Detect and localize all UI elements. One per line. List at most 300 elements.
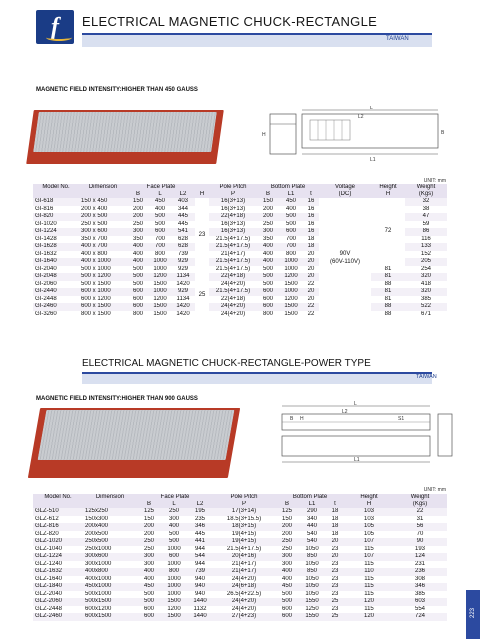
cell-model: GLZ-1640	[33, 576, 83, 584]
cell-dimension: 400x800	[83, 568, 137, 576]
cell-weight: 86	[405, 228, 447, 236]
cell-bottom-b: 600	[275, 613, 299, 621]
cell-bottom-b: 150	[275, 516, 299, 524]
cell-face-b: 250	[137, 546, 161, 554]
cell-pole: 22(4+18)	[209, 213, 257, 221]
cell-face-l2: 944	[187, 561, 213, 569]
cell-face-l: 1000	[161, 576, 187, 584]
cell-bottom-t: 25	[325, 598, 345, 606]
cell-model: GI-2048	[33, 273, 79, 281]
cell-dimension: 200 x 400	[79, 206, 127, 214]
cell-face-b: 125	[137, 508, 161, 516]
cell-dimension: 500 x 1200	[79, 273, 127, 281]
cell-dimension: 500 x 1000	[79, 266, 127, 274]
cell-bottom-l1: 1550	[299, 598, 325, 606]
cell-face-b: 300	[127, 228, 149, 236]
cell-face-b: 200	[137, 523, 161, 531]
cell-face-l: 300	[161, 516, 187, 524]
cell-weight: 320	[405, 288, 447, 296]
cell-weight: 346	[393, 583, 447, 591]
cell-bottom-t: 22	[303, 303, 319, 311]
cell-model: GI-2460	[33, 303, 79, 311]
diagram2-label-L1: L1	[354, 457, 360, 463]
table-row	[33, 311, 447, 319]
col-face-plate: Face Plate	[127, 184, 195, 191]
col-dimension: Dimension	[79, 184, 127, 191]
cell-face-b: 500	[127, 266, 149, 274]
cell-bottom-t: 18	[325, 531, 345, 539]
cell-face-l2: 1420	[171, 311, 195, 319]
cell-weight: 90	[393, 538, 447, 546]
sub-h: H	[195, 191, 209, 198]
cell-face-l: 500	[161, 531, 187, 539]
section2-diagram	[262, 400, 458, 466]
table-row	[33, 538, 447, 546]
table-row	[33, 576, 447, 584]
cell-h-merged: 23	[195, 198, 209, 273]
cell-face-l2: 628	[171, 236, 195, 244]
cell-bottom-t: 23	[325, 576, 345, 584]
cell-pole: 20(4+16)	[213, 553, 275, 561]
cell-bottom-l1: 1250	[299, 606, 325, 614]
cell-dimension: 400 x 800	[79, 251, 127, 259]
cell-face-l: 1200	[149, 273, 171, 281]
cell-face-b: 200	[127, 206, 149, 214]
cell-model: GI-618	[33, 198, 79, 206]
cell-face-l: 700	[149, 236, 171, 244]
cell-bottom-b: 125	[275, 508, 299, 516]
cell-face-l2: 739	[187, 568, 213, 576]
cell-bottom-t: 20	[303, 251, 319, 259]
cell-face-l: 1000	[149, 258, 171, 266]
cell-pole: 17(3+14)	[213, 508, 275, 516]
cell-face-l: 1000	[161, 583, 187, 591]
cell-model: GI-1628	[33, 243, 79, 251]
cell-dimension: 150 x 450	[79, 198, 127, 206]
cell-height: 110	[345, 568, 393, 576]
cell-face-l: 1500	[161, 598, 187, 606]
cell-bottom-b: 500	[275, 591, 299, 599]
cell-dimension: 400 x 1000	[79, 258, 127, 266]
table-row	[33, 198, 447, 206]
cell-face-l: 400	[161, 523, 187, 531]
cell-bottom-b: 200	[275, 523, 299, 531]
cell-face-b: 250	[127, 221, 149, 229]
cell-height: 81	[371, 288, 405, 296]
sub-bottom-l1: L1	[279, 191, 303, 198]
cell-dimension: 500 x 1500	[79, 281, 127, 289]
cell-weight: 205	[405, 258, 447, 266]
cell-bottom-l1: 600	[279, 228, 303, 236]
cell-model: GLZ-820	[33, 531, 83, 539]
col2-model: Model No.	[33, 494, 83, 501]
cell-dimension: 400 x 700	[79, 243, 127, 251]
cell-weight: 193	[393, 546, 447, 554]
col2-height: Height	[345, 494, 393, 501]
cell-pole: 24(4+20)	[213, 598, 275, 606]
cell-bottom-t: 20	[303, 288, 319, 296]
cell-dimension: 400x1000	[83, 576, 137, 584]
table-row	[33, 606, 447, 614]
sub2-height-h: H	[345, 501, 393, 508]
cell-face-b: 500	[127, 281, 149, 289]
cell-model: GLZ-2460	[33, 613, 83, 621]
cell-bottom-l1: 1000	[279, 258, 303, 266]
cell-face-b: 400	[127, 243, 149, 251]
cell-face-b: 500	[127, 273, 149, 281]
section1-unit: UNIT: mm	[423, 178, 446, 184]
sub-pole-p: P	[209, 191, 257, 198]
cell-bottom-t: 22	[303, 281, 319, 289]
cell-height: 105	[345, 531, 393, 539]
cell-bottom-b: 250	[275, 538, 299, 546]
cell-dimension: 600 x 1000	[79, 288, 127, 296]
cell-pole: 21.5(4+17.5)	[209, 243, 257, 251]
cell-face-l2: 1440	[187, 598, 213, 606]
cell-model: GI-2440	[33, 288, 79, 296]
cell-dimension: 600 x 1200	[79, 296, 127, 304]
cell-face-b: 250	[137, 538, 161, 546]
cell-face-b: 800	[127, 311, 149, 319]
cell-face-b: 600	[137, 613, 161, 621]
cell-weight: 231	[393, 561, 447, 569]
cell-pole: 19(4+15)	[213, 531, 275, 539]
cell-weight: 47	[405, 213, 447, 221]
cell-height: 115	[345, 561, 393, 569]
cell-dimension: 250 x 500	[79, 221, 127, 229]
cell-height: 115	[345, 576, 393, 584]
cell-face-l: 1500	[161, 613, 187, 621]
cell-bottom-b: 450	[275, 583, 299, 591]
cell-pole: 26.5(4+22.5)	[213, 591, 275, 599]
cell-dimension: 300x1000	[83, 561, 137, 569]
cell-bottom-l1: 1500	[279, 303, 303, 311]
cell-face-b: 400	[127, 251, 149, 259]
cell-weight: 124	[393, 553, 447, 561]
cell-face-b: 300	[137, 553, 161, 561]
cell-height: 115	[345, 591, 393, 599]
spec-table-power	[33, 494, 447, 621]
cell-weight: 522	[405, 303, 447, 311]
table-row	[33, 561, 447, 569]
cell-bottom-b: 600	[257, 288, 279, 296]
cell-bottom-l1: 1200	[279, 296, 303, 304]
cell-face-b: 150	[137, 516, 161, 524]
cell-bottom-l1: 1050	[299, 591, 325, 599]
cell-pole: 21(4+17)	[209, 251, 257, 259]
cell-pole: 22(4+18)	[209, 296, 257, 304]
spec-table-standard	[33, 184, 447, 318]
cell-face-l2: 235	[187, 516, 213, 524]
cell-bottom-t: 23	[325, 591, 345, 599]
col-height: Height	[371, 184, 405, 191]
cell-model: GI-2040	[33, 266, 79, 274]
cell-weight: 59	[405, 221, 447, 229]
cell-face-l2: 445	[187, 531, 213, 539]
cell-weight: 152	[405, 251, 447, 259]
cell-face-l2: 940	[187, 591, 213, 599]
cell-model: GI-816	[33, 206, 79, 214]
cell-bottom-l1: 440	[299, 523, 325, 531]
cell-face-l2: 441	[187, 538, 213, 546]
cell-face-l2: 445	[171, 213, 195, 221]
cell-model: GI-2448	[33, 296, 79, 304]
cell-face-b: 350	[127, 236, 149, 244]
cell-height: 88	[371, 303, 405, 311]
cell-bottom-b: 250	[275, 546, 299, 554]
cell-face-l: 1000	[161, 591, 187, 599]
cell-face-l2: 195	[187, 508, 213, 516]
cell-bottom-t: 16	[303, 206, 319, 214]
cell-pole: 22(4+18)	[209, 273, 257, 281]
cell-weight: 32	[405, 198, 447, 206]
title-rule	[82, 33, 432, 47]
section2-subtitle: MAGNETIC FIELD INTENSITY:HIGHER THAN 900 GAUSS	[36, 396, 198, 402]
cell-model: GLZ-1240	[33, 561, 83, 569]
cell-model: GLZ-1632	[33, 568, 83, 576]
cell-pole: 19(4+15)	[213, 538, 275, 546]
col2-weight: Weight	[393, 494, 447, 501]
cell-face-b: 600	[137, 606, 161, 614]
cell-height: 88	[371, 311, 405, 319]
diagram-label-B: B	[441, 130, 445, 136]
cell-dimension: 450x1000	[83, 583, 137, 591]
cell-height: 107	[345, 553, 393, 561]
diagram2-label-S1: S1	[398, 416, 405, 422]
section1-subtitle: MAGNETIC FIELD INTENSITY:HIGHER THAN 450 GAUSS	[36, 87, 198, 93]
cell-bottom-b: 300	[275, 553, 299, 561]
cell-face-l2: 944	[187, 546, 213, 554]
page-number: 223	[470, 608, 476, 619]
cell-model: GI-1632	[33, 251, 79, 259]
cell-bottom-b: 200	[257, 206, 279, 214]
table-row	[33, 583, 447, 591]
sub-bottom-b: B	[257, 191, 279, 198]
table-row	[33, 516, 447, 524]
sub2-bottom-t: t	[325, 501, 345, 508]
cell-dimension: 250x500	[83, 538, 137, 546]
cell-height: 120	[345, 598, 393, 606]
table-row	[33, 568, 447, 576]
cell-face-l2: 445	[171, 221, 195, 229]
cell-height: 105	[345, 523, 393, 531]
diagram-label-H: H	[262, 132, 266, 138]
voltage-range: (60V-110V)	[330, 259, 360, 265]
cell-bottom-t: 20	[325, 553, 345, 561]
cell-bottom-t: 18	[325, 516, 345, 524]
logo-letter: f	[51, 14, 59, 40]
cell-dimension: 600 x 1500	[79, 303, 127, 311]
diagram-label-L2: L2	[358, 114, 364, 120]
cell-bottom-t: 18	[303, 236, 319, 244]
cell-bottom-l1: 500	[279, 213, 303, 221]
cell-bottom-b: 400	[257, 258, 279, 266]
cell-pole: 18(3+15)	[213, 523, 275, 531]
cell-bottom-l1: 1050	[299, 546, 325, 554]
cell-face-l2: 929	[171, 266, 195, 274]
cell-face-l: 400	[149, 206, 171, 214]
table2-header-row	[33, 494, 447, 501]
col-voltage: Voltage	[319, 184, 371, 191]
cell-height: 81	[371, 266, 405, 274]
cell-face-l2: 929	[171, 288, 195, 296]
cell-face-b: 400	[137, 576, 161, 584]
cell-face-b: 400	[127, 258, 149, 266]
cell-h-merged: 25	[195, 273, 209, 318]
cell-voltage-merged	[319, 198, 371, 318]
sub2-face-l: L	[161, 501, 187, 508]
cell-bottom-l1: 850	[299, 568, 325, 576]
cell-dimension: 200 x 500	[79, 213, 127, 221]
section1-diagram	[258, 106, 448, 166]
cell-pole: 21.5(4+17.5)	[209, 236, 257, 244]
table-row	[33, 303, 447, 311]
cell-dimension: 600x1500	[83, 613, 137, 621]
diagram-label-L1: L1	[370, 157, 376, 163]
cell-height: 103	[345, 516, 393, 524]
cell-face-l: 1000	[149, 288, 171, 296]
diagram2-label-B: B	[290, 416, 294, 422]
col2-pole-pitch: Pole Pitch	[213, 494, 275, 501]
sub2-bottom-l1: L1	[299, 501, 325, 508]
cell-dimension: 150x300	[83, 516, 137, 524]
cell-face-l2: 346	[187, 523, 213, 531]
cell-pole: 27(4+23)	[213, 613, 275, 621]
cell-bottom-b: 500	[275, 598, 299, 606]
cell-height: 115	[345, 546, 393, 554]
sub-bottom-t: t	[303, 191, 319, 198]
cell-face-l: 500	[149, 213, 171, 221]
sub-face-l2: L2	[171, 191, 195, 198]
cell-model: GLZ-816	[33, 523, 83, 531]
chuck-photo-face	[33, 112, 217, 152]
cell-model: GI-2060	[33, 281, 79, 289]
cell-pole: 16(3+13)	[209, 221, 257, 229]
sub2-pole-p: P	[213, 501, 275, 508]
sub-height-h: H	[371, 191, 405, 198]
table-row	[33, 591, 447, 599]
sub-voltage-dc: (DC)	[319, 191, 371, 198]
cell-pole: 21(4+17)	[213, 561, 275, 569]
cell-face-l: 1200	[149, 296, 171, 304]
cell-face-l: 500	[161, 538, 187, 546]
cell-model: GLZ-2040	[33, 591, 83, 599]
cell-pole: 16(3+13)	[209, 206, 257, 214]
cell-weight: 385	[393, 591, 447, 599]
sub-face-l: L	[149, 191, 171, 198]
cell-bottom-l1: 340	[299, 516, 325, 524]
cell-bottom-b: 200	[257, 213, 279, 221]
cell-face-l: 1200	[161, 606, 187, 614]
cell-bottom-t: 23	[325, 546, 345, 554]
cell-bottom-l1: 1050	[299, 576, 325, 584]
cell-bottom-l1: 850	[299, 553, 325, 561]
cell-bottom-b: 500	[257, 281, 279, 289]
col2-bottom-plate: Bottom Plate	[275, 494, 345, 501]
table-row	[33, 281, 447, 289]
cell-bottom-b: 600	[275, 606, 299, 614]
section2-country-tag: TAIWAN	[416, 374, 437, 380]
table-row	[33, 598, 447, 606]
cell-weight: 254	[405, 266, 447, 274]
section2-banner-title: ELECTRICAL MAGNETIC CHUCK-RECTANGLE-POWER TYPE	[82, 358, 371, 369]
cell-face-l: 1500	[149, 303, 171, 311]
cell-pole: 21.5(4+17.5)	[209, 266, 257, 274]
cell-face-l: 1000	[161, 561, 187, 569]
cell-face-l: 500	[149, 221, 171, 229]
cell-pole: 21(4+17)	[213, 568, 275, 576]
cell-bottom-t: 20	[303, 296, 319, 304]
cell-bottom-l1: 1050	[299, 583, 325, 591]
cell-pole: 18.5(3+15.5)	[213, 516, 275, 524]
cell-model: GI-3260	[33, 311, 79, 319]
cell-face-l2: 403	[171, 198, 195, 206]
cell-pole: 21.5(4+17.5)	[213, 546, 275, 554]
diagram-label-L: L	[370, 106, 373, 111]
cell-face-l2: 739	[171, 251, 195, 259]
cell-bottom-l1: 700	[279, 243, 303, 251]
cell-face-l2: 1440	[187, 613, 213, 621]
table-header-row	[33, 184, 447, 191]
cell-pole: 24(4+20)	[213, 576, 275, 584]
sub2-face-l2: L2	[187, 501, 213, 508]
cell-weight: 70	[393, 531, 447, 539]
cell-pole: 24(6+18)	[213, 583, 275, 591]
cell-bottom-l1: 1200	[279, 273, 303, 281]
cell-face-b: 600	[127, 303, 149, 311]
cell-height: 107	[345, 538, 393, 546]
cell-bottom-l1: 540	[299, 531, 325, 539]
cell-bottom-b: 300	[275, 561, 299, 569]
cell-dimension: 350 x 700	[79, 236, 127, 244]
cell-bottom-l1: 290	[299, 508, 325, 516]
table-row	[33, 546, 447, 554]
cell-model: GLZ-612	[33, 516, 83, 524]
cell-height: 88	[371, 281, 405, 289]
cell-weight: 31	[393, 516, 447, 524]
cell-pole: 16(3+13)	[209, 198, 257, 206]
cell-dimension: 200x400	[83, 523, 137, 531]
cell-face-l2: 1134	[171, 296, 195, 304]
table-subheader-row	[33, 191, 447, 198]
cell-face-l: 450	[149, 198, 171, 206]
sub2-bottom-b: B	[275, 501, 299, 508]
cell-model: GLZ-1840	[33, 583, 83, 591]
cell-pole: 24(4+20)	[213, 606, 275, 614]
cell-face-l2: 1132	[187, 606, 213, 614]
cell-face-b: 400	[137, 568, 161, 576]
cell-face-l: 800	[149, 251, 171, 259]
cell-face-l: 700	[149, 243, 171, 251]
table-row	[33, 508, 447, 516]
cell-height: 81	[371, 273, 405, 281]
cell-face-b: 500	[137, 598, 161, 606]
section2-banner-rule	[82, 372, 432, 384]
cell-dimension: 300x600	[83, 553, 137, 561]
cell-pole: 24(4+20)	[209, 311, 257, 319]
cell-bottom-t: 22	[303, 311, 319, 319]
cell-pole: 24(4+20)	[209, 303, 257, 311]
table-row	[33, 296, 447, 304]
cell-bottom-b: 250	[257, 221, 279, 229]
cell-dimension: 600x1200	[83, 606, 137, 614]
sub-weight-kgs: (Kgs)	[405, 191, 447, 198]
table-row	[33, 613, 447, 621]
cell-face-l: 600	[149, 228, 171, 236]
voltage-value: 90V	[339, 251, 351, 257]
cell-bottom-t: 23	[325, 561, 345, 569]
col-weight: Weight	[405, 184, 447, 191]
